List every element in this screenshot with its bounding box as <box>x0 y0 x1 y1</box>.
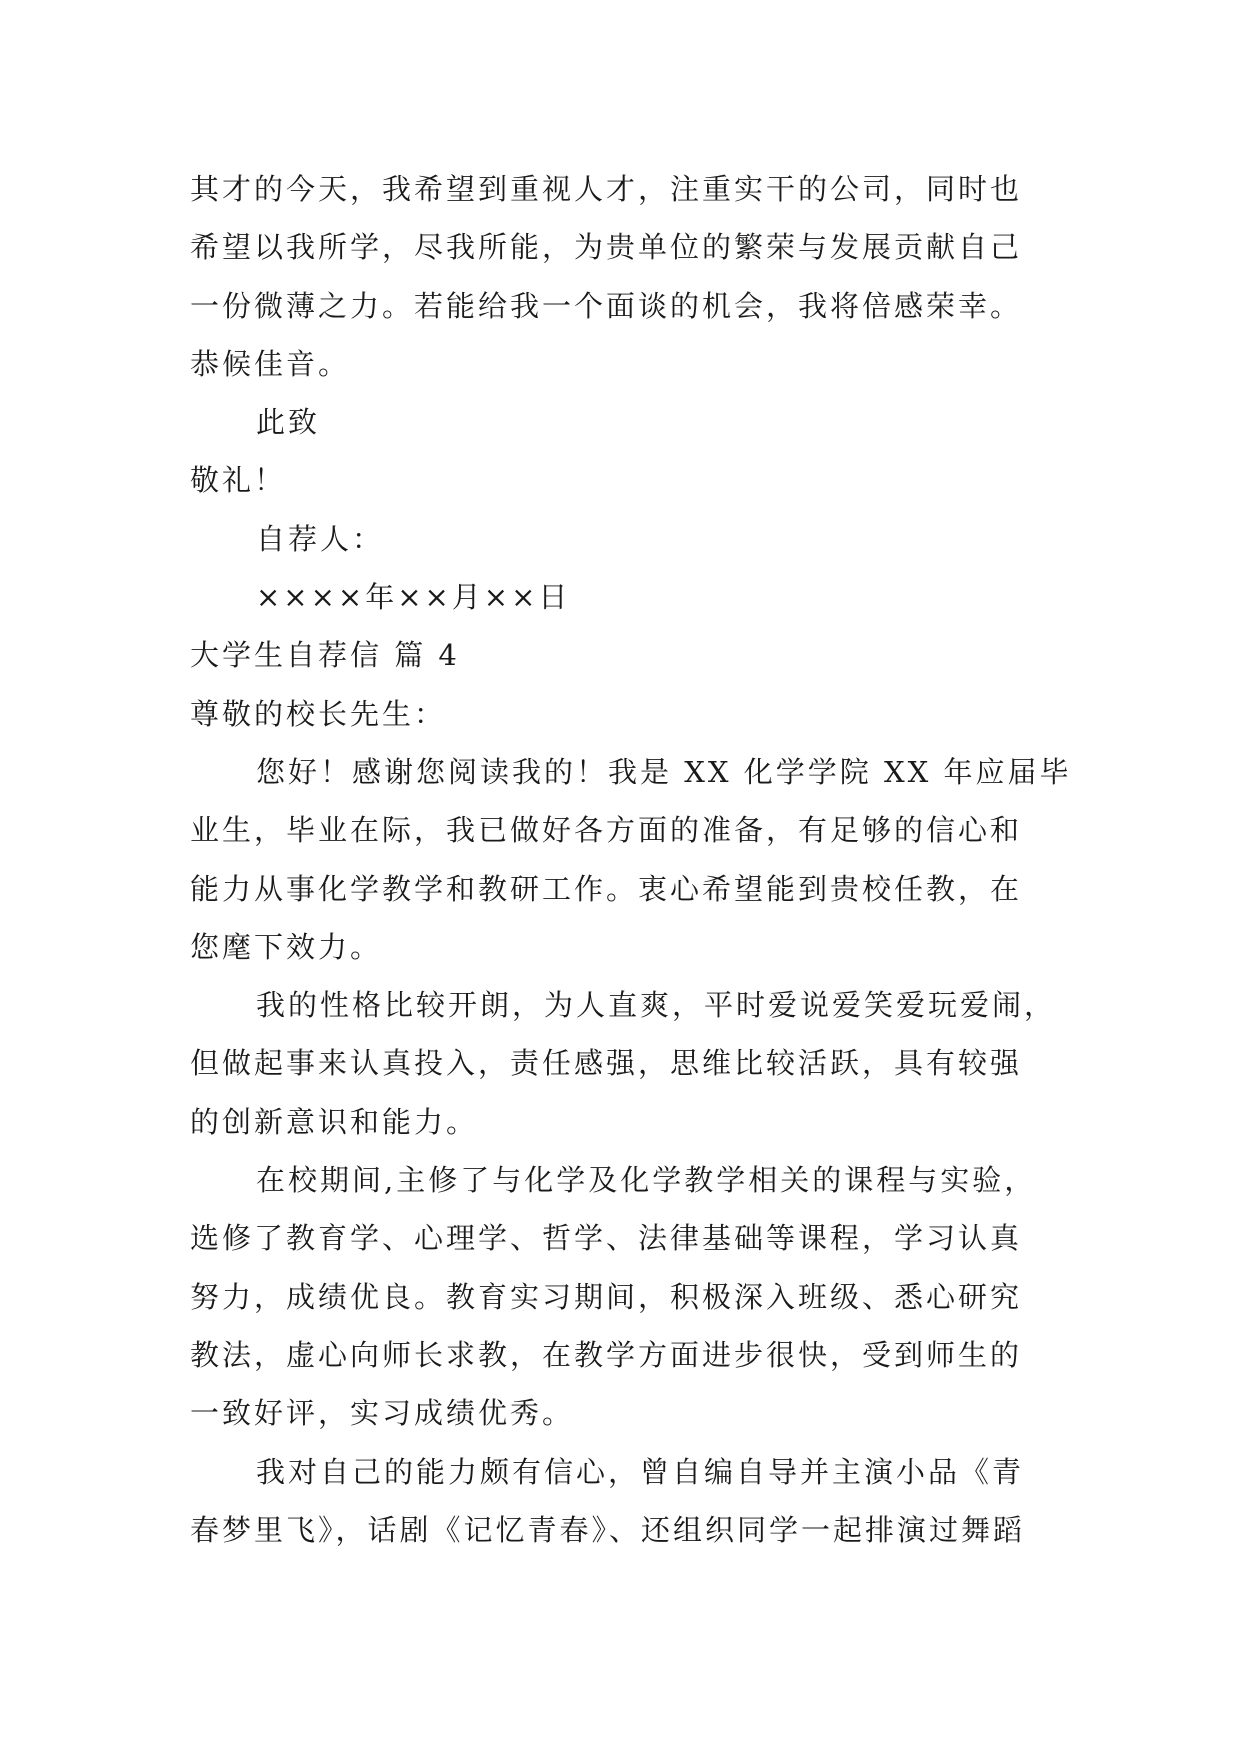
text-line: 教法，虚心向师长求教，在教学方面进步很快，受到师生的 <box>190 1337 1023 1372</box>
text-line: 一致好评，实习成绩优秀。 <box>190 1396 575 1431</box>
text-line: 我对自己的能力颇有信心，曾自编自导并主演小品《青 <box>256 1454 1025 1489</box>
text-line: ××××年××月××日 <box>256 580 571 615</box>
text-line: 春梦里飞》，话剧《记忆青春》、还组织同学一起排演过舞蹈 <box>190 1512 1026 1547</box>
text-line: 恭候佳音。 <box>190 346 351 381</box>
text-line: 敬礼！ <box>190 463 287 498</box>
text-line: 业生，毕业在际，我已做好各方面的准备，有足够的信心和 <box>190 813 1023 848</box>
letter-body <box>190 160 1070 1559</box>
text-line: 努力，成绩优良。教育实习期间，积极深入班级、悉心研究 <box>190 1279 1023 1314</box>
text-line: 一份微薄之力。若能给我一个面谈的机会，我将倍感荣幸。 <box>190 288 1023 323</box>
text-line: 能力从事化学教学和教研工作。衷心希望能到贵校任教，在 <box>190 871 1023 906</box>
text-line: 此致 <box>256 405 321 440</box>
text-line: 希望以我所学，尽我所能，为贵单位的繁荣与发展贡献自己 <box>190 230 1023 265</box>
text-line: 但做起事来认真投入，责任感强，思维比较活跃，具有较强 <box>190 1046 1023 1081</box>
text-line: 尊敬的校长先生： <box>190 696 447 731</box>
text-line: 的创新意识和能力。 <box>190 1104 479 1139</box>
text-line: 我的性格比较开朗，为人直爽，平时爱说爱笑爱玩爱闹， <box>256 988 1057 1023</box>
text-line: 自荐人： <box>256 521 385 556</box>
text-line: 您好！感谢您阅读我的！我是 XX 化学学院 XX 年应届毕 <box>256 754 1072 789</box>
text-line: 在校期间,主修了与化学及化学教学相关的课程与实验， <box>256 1163 1037 1198</box>
text-line: 选修了教育学、心理学、哲学、法律基础等课程，学习认真 <box>190 1221 1023 1256</box>
text-line: 您麾下效力。 <box>190 929 383 964</box>
text-line: 其才的今天，我希望到重视人才，注重实干的公司，同时也 <box>190 172 1023 206</box>
text-line: 大学生自荐信 篇 4 <box>190 638 460 673</box>
